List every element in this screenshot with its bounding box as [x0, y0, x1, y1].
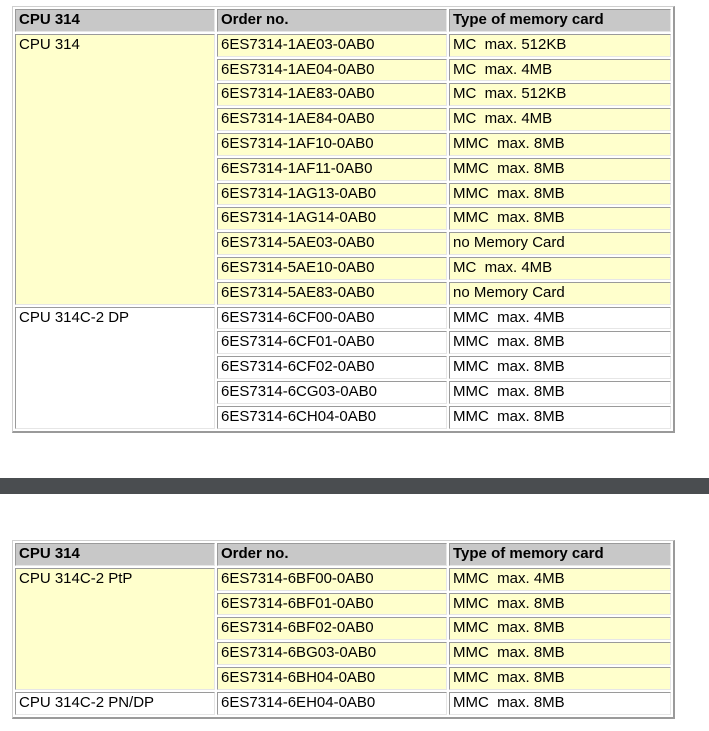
memory-card-type-cell: MMC max. 8MB: [449, 158, 671, 181]
header-memory-card-type: Type of memory card: [449, 543, 671, 566]
header-cpu: CPU 314: [15, 543, 215, 566]
cpu-model-cell: CPU 314: [15, 34, 215, 305]
order-number-cell: 6ES7314-1AE83-0AB0: [217, 83, 447, 106]
memory-card-type-cell: MMC max. 8MB: [449, 207, 671, 230]
table-header-row: [15, 543, 671, 566]
memory-card-type-cell: MMC max. 8MB: [449, 356, 671, 379]
order-number-cell: 6ES7314-1AG14-0AB0: [217, 207, 447, 230]
order-number-cell: 6ES7314-5AE10-0AB0: [217, 257, 447, 280]
order-number-cell: 6ES7314-6CG03-0AB0: [217, 381, 447, 404]
memory-card-type-cell: MMC max. 8MB: [449, 642, 671, 665]
order-number-cell: 6ES7314-6BH04-0AB0: [217, 667, 447, 690]
memory-card-type-cell: no Memory Card: [449, 282, 671, 305]
memory-card-type-cell: MMC max. 8MB: [449, 692, 671, 715]
memory-card-type-cell: MMC max. 8MB: [449, 593, 671, 616]
memory-card-type-cell: MMC max. 8MB: [449, 183, 671, 206]
table-row: [15, 692, 671, 715]
memory-card-type-cell: MC max. 512KB: [449, 34, 671, 57]
memory-card-type-cell: MMC max. 4MB: [449, 568, 671, 591]
memory-card-type-cell: MMC max. 8MB: [449, 133, 671, 156]
header-memory-card-type: Type of memory card: [449, 9, 671, 32]
order-number-cell: 6ES7314-1AF10-0AB0: [217, 133, 447, 156]
order-number-cell: 6ES7314-1AE04-0AB0: [217, 59, 447, 82]
table-row: [15, 568, 671, 591]
memory-card-type-cell: MC max. 512KB: [449, 83, 671, 106]
order-number-cell: 6ES7314-5AE03-0AB0: [217, 232, 447, 255]
memory-card-type-cell: MMC max. 8MB: [449, 406, 671, 429]
memory-card-type-cell: no Memory Card: [449, 232, 671, 255]
table-header-row: [15, 9, 671, 32]
order-number-cell: 6ES7314-5AE83-0AB0: [217, 282, 447, 305]
memory-card-type-cell: MMC max. 8MB: [449, 381, 671, 404]
table-row: [15, 34, 671, 57]
order-number-cell: 6ES7314-6BF01-0AB0: [217, 593, 447, 616]
page-separator: [0, 478, 709, 494]
memory-card-type-cell: MMC max. 4MB: [449, 307, 671, 330]
memory-card-type-cell: MMC max. 8MB: [449, 667, 671, 690]
order-number-cell: 6ES7314-1AE03-0AB0: [217, 34, 447, 57]
cpu-model-cell: CPU 314C-2 PtP: [15, 568, 215, 690]
order-number-cell: 6ES7314-6CF02-0AB0: [217, 356, 447, 379]
header-order-no: Order no.: [217, 9, 447, 32]
memory-card-type-cell: MC max. 4MB: [449, 59, 671, 82]
memory-card-type-cell: MMC max. 8MB: [449, 331, 671, 354]
header-order-no: Order no.: [217, 543, 447, 566]
order-number-cell: 6ES7314-6CF01-0AB0: [217, 331, 447, 354]
table-row: [15, 307, 671, 330]
cpu-memory-card-table-2: [12, 540, 675, 719]
memory-card-type-cell: MMC max. 8MB: [449, 617, 671, 640]
order-number-cell: 6ES7314-6BF02-0AB0: [217, 617, 447, 640]
order-number-cell: 6ES7314-6CH04-0AB0: [217, 406, 447, 429]
order-number-cell: 6ES7314-6BF00-0AB0: [217, 568, 447, 591]
order-number-cell: 6ES7314-1AF11-0AB0: [217, 158, 447, 181]
order-number-cell: 6ES7314-6EH04-0AB0: [217, 692, 447, 715]
memory-card-type-cell: MC max. 4MB: [449, 108, 671, 131]
memory-card-type-cell: MC max. 4MB: [449, 257, 671, 280]
cpu-model-cell: CPU 314C-2 PN/DP: [15, 692, 215, 715]
header-cpu: CPU 314: [15, 9, 215, 32]
order-number-cell: 6ES7314-1AG13-0AB0: [217, 183, 447, 206]
cpu-memory-card-table-1: [12, 6, 675, 433]
order-number-cell: 6ES7314-6CF00-0AB0: [217, 307, 447, 330]
order-number-cell: 6ES7314-6BG03-0AB0: [217, 642, 447, 665]
cpu-model-cell: CPU 314C-2 DP: [15, 307, 215, 429]
order-number-cell: 6ES7314-1AE84-0AB0: [217, 108, 447, 131]
